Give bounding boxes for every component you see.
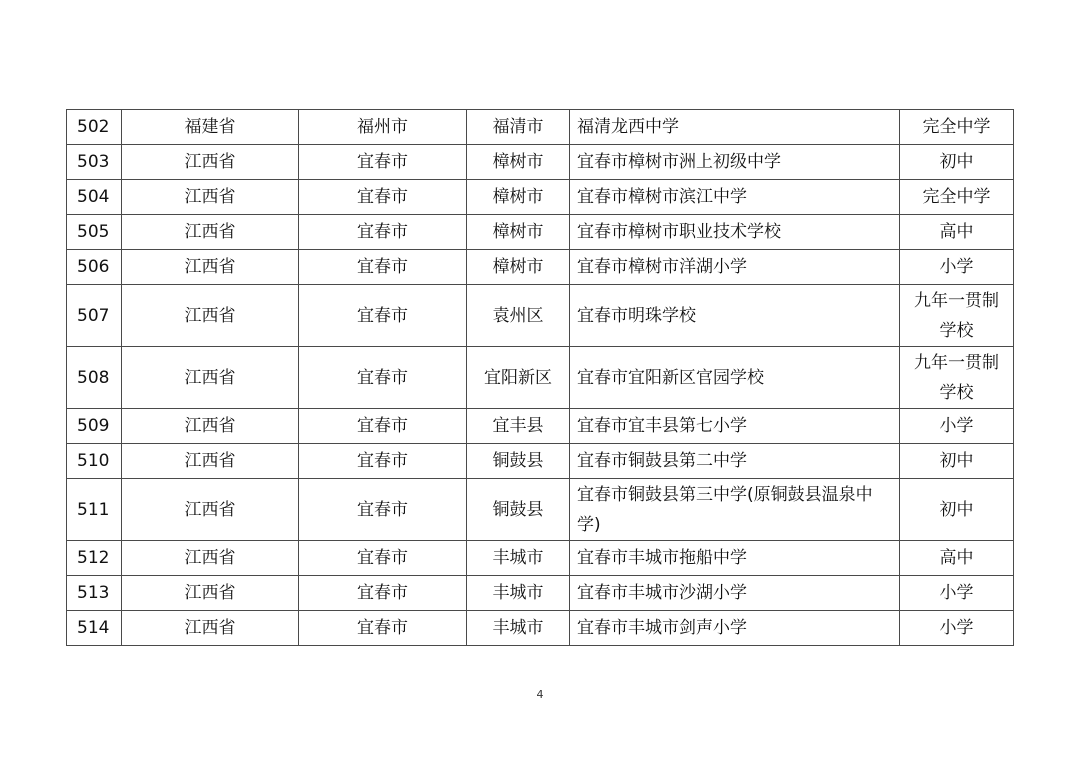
county-cell: 宜阳新区 [467, 347, 570, 409]
city-cell: 宜春市 [299, 541, 467, 576]
row-number: 510 [67, 444, 122, 479]
school-name-cell: 宜春市丰城市拖船中学 [570, 541, 900, 576]
county-cell: 樟树市 [467, 180, 570, 215]
county-cell: 樟树市 [467, 250, 570, 285]
school-name-cell: 宜春市铜鼓县第二中学 [570, 444, 900, 479]
row-number: 505 [67, 215, 122, 250]
county-cell: 宜丰县 [467, 409, 570, 444]
city-cell: 宜春市 [299, 409, 467, 444]
school-type-cell: 初中 [900, 444, 1014, 479]
school-name-cell: 宜春市宜阳新区官园学校 [570, 347, 900, 409]
city-cell: 宜春市 [299, 611, 467, 646]
school-type-cell: 高中 [900, 541, 1014, 576]
county-cell: 福清市 [467, 110, 570, 145]
school-type-cell: 小学 [900, 250, 1014, 285]
page-number: 4 [536, 688, 544, 701]
school-type-cell: 完全中学 [900, 110, 1014, 145]
school-type-cell: 高中 [900, 215, 1014, 250]
school-name-cell: 宜春市丰城市剑声小学 [570, 611, 900, 646]
city-cell: 福州市 [299, 110, 467, 145]
table-body [67, 110, 1014, 646]
province-cell: 江西省 [122, 250, 299, 285]
city-cell: 宜春市 [299, 444, 467, 479]
school-type-cell: 小学 [900, 409, 1014, 444]
table-row [67, 541, 1014, 576]
table-row [67, 180, 1014, 215]
school-type-cell: 九年一贯制学校 [900, 347, 1014, 409]
row-number: 504 [67, 180, 122, 215]
row-number: 511 [67, 479, 122, 541]
row-number: 513 [67, 576, 122, 611]
county-cell: 樟树市 [467, 215, 570, 250]
city-cell: 宜春市 [299, 576, 467, 611]
row-number: 503 [67, 145, 122, 180]
row-number: 508 [67, 347, 122, 409]
row-number: 507 [67, 285, 122, 347]
school-type-cell: 初中 [900, 479, 1014, 541]
school-name-cell: 福清龙西中学 [570, 110, 900, 145]
province-cell: 江西省 [122, 145, 299, 180]
table-row [67, 611, 1014, 646]
city-cell: 宜春市 [299, 250, 467, 285]
county-cell: 樟树市 [467, 145, 570, 180]
table-row [67, 347, 1014, 409]
school-name-cell: 宜春市铜鼓县第三中学(原铜鼓县温泉中学) [570, 479, 900, 541]
city-cell: 宜春市 [299, 285, 467, 347]
school-name-cell: 宜春市樟树市职业技术学校 [570, 215, 900, 250]
province-cell: 江西省 [122, 215, 299, 250]
row-number: 502 [67, 110, 122, 145]
row-number: 509 [67, 409, 122, 444]
school-type-cell: 初中 [900, 145, 1014, 180]
school-list-table [66, 109, 1014, 646]
table-row [67, 444, 1014, 479]
school-name-cell: 宜春市樟树市滨江中学 [570, 180, 900, 215]
school-name-cell: 宜春市明珠学校 [570, 285, 900, 347]
county-cell: 丰城市 [467, 611, 570, 646]
table-row [67, 576, 1014, 611]
province-cell: 江西省 [122, 180, 299, 215]
school-type-cell: 完全中学 [900, 180, 1014, 215]
province-cell: 江西省 [122, 479, 299, 541]
province-cell: 江西省 [122, 444, 299, 479]
county-cell: 丰城市 [467, 576, 570, 611]
province-cell: 江西省 [122, 285, 299, 347]
school-type-cell: 九年一贯制学校 [900, 285, 1014, 347]
province-cell: 江西省 [122, 541, 299, 576]
city-cell: 宜春市 [299, 215, 467, 250]
school-name-cell: 宜春市丰城市沙湖小学 [570, 576, 900, 611]
province-cell: 江西省 [122, 576, 299, 611]
table-row [67, 250, 1014, 285]
row-number: 506 [67, 250, 122, 285]
table-row [67, 215, 1014, 250]
province-cell: 福建省 [122, 110, 299, 145]
city-cell: 宜春市 [299, 145, 467, 180]
table-row [67, 479, 1014, 541]
county-cell: 铜鼓县 [467, 479, 570, 541]
province-cell: 江西省 [122, 611, 299, 646]
county-cell: 铜鼓县 [467, 444, 570, 479]
school-type-cell: 小学 [900, 576, 1014, 611]
province-cell: 江西省 [122, 409, 299, 444]
province-cell: 江西省 [122, 347, 299, 409]
county-cell: 袁州区 [467, 285, 570, 347]
table-row [67, 110, 1014, 145]
city-cell: 宜春市 [299, 479, 467, 541]
city-cell: 宜春市 [299, 347, 467, 409]
school-name-cell: 宜春市宜丰县第七小学 [570, 409, 900, 444]
county-cell: 丰城市 [467, 541, 570, 576]
school-type-cell: 小学 [900, 611, 1014, 646]
table-row [67, 145, 1014, 180]
table-row [67, 285, 1014, 347]
row-number: 514 [67, 611, 122, 646]
row-number: 512 [67, 541, 122, 576]
school-name-cell: 宜春市樟树市洋湖小学 [570, 250, 900, 285]
city-cell: 宜春市 [299, 180, 467, 215]
table-row [67, 409, 1014, 444]
school-name-cell: 宜春市樟树市洲上初级中学 [570, 145, 900, 180]
